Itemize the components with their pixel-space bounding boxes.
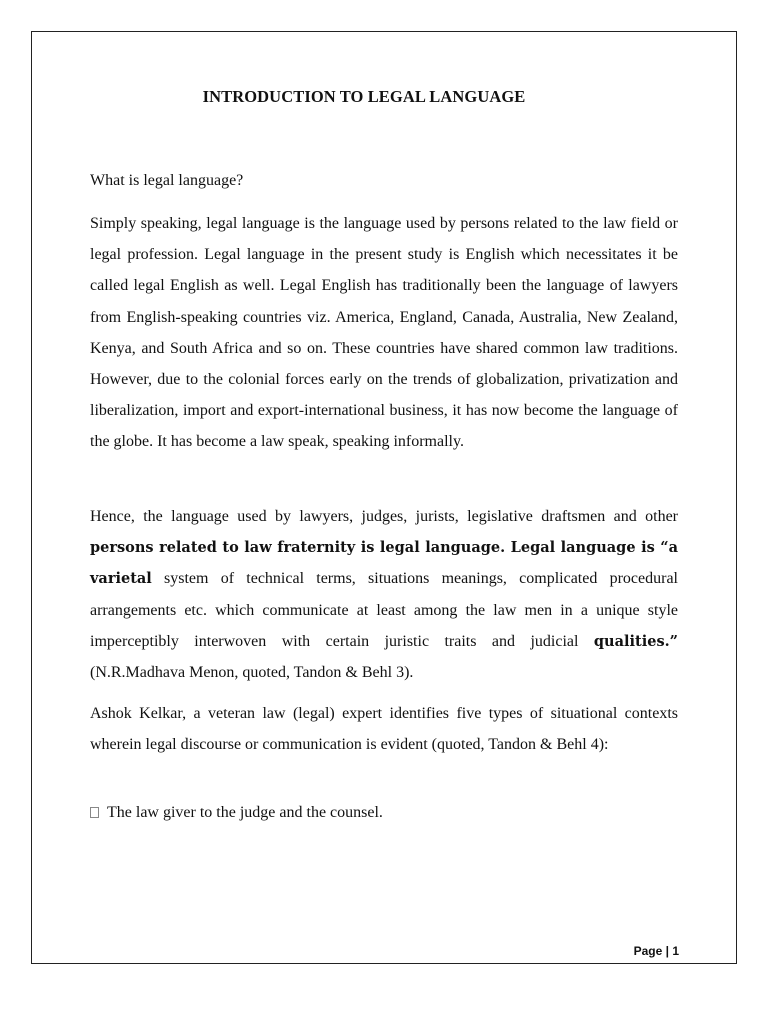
paragraph-legal-language-quote (90, 501, 678, 688)
page-number: Page | 1 (633, 944, 679, 958)
bullet-item-text: The law giver to the judge and the counsel. (107, 804, 383, 821)
paragraph-text-run: Hence, the language used by lawyers, judges, jurists, legislative draftsmen and other (90, 508, 678, 525)
paragraph-text-run: (N.R.Madhava Menon, quoted, Tandon & Behl 3). (90, 664, 414, 682)
bullet-item (90, 804, 383, 822)
bullet-box-icon (90, 807, 99, 818)
page-border (31, 31, 737, 964)
document-title: INTRODUCTION TO LEGAL LANGUAGE (202, 87, 526, 106)
paragraph-kelkar: Ashok Kelkar, a veteran law (legal) expert identifies five types of situational contexts wherein legal discourse or communication is evident (quoted, Tandon & Behl 4): (90, 705, 678, 754)
section-question: What is legal language? (90, 172, 244, 189)
bold-text-run: qualities.” (593, 632, 678, 650)
bold-text-run: persons related to law fraternity is legal language. Legal language is “a varietal (90, 539, 678, 588)
paragraph-definition: Simply speaking, legal language is the language used by persons related to the law field or legal profession. Legal language in the present study is English which necessitates it be called legal English as well. Legal English has traditionally been the language of lawyers from English-speaking countries viz. America, England, Canada, Australia, New Zealand, Kenya, and South Africa and so on. These countries have shared common law traditions. However, due to the colonial forces early on the trends of globalization, privatization and liberalization, import and export-international business, it has now become the language of the globe. It has become a law speak, speaking informally. (90, 215, 678, 451)
paragraph-text-run: system of technical terms, situations meanings, complicated procedural arrangements etc. which communicate at least among the law men in a unique style imperceptibly interwoven with certain juristic traits and judicial (90, 570, 678, 650)
